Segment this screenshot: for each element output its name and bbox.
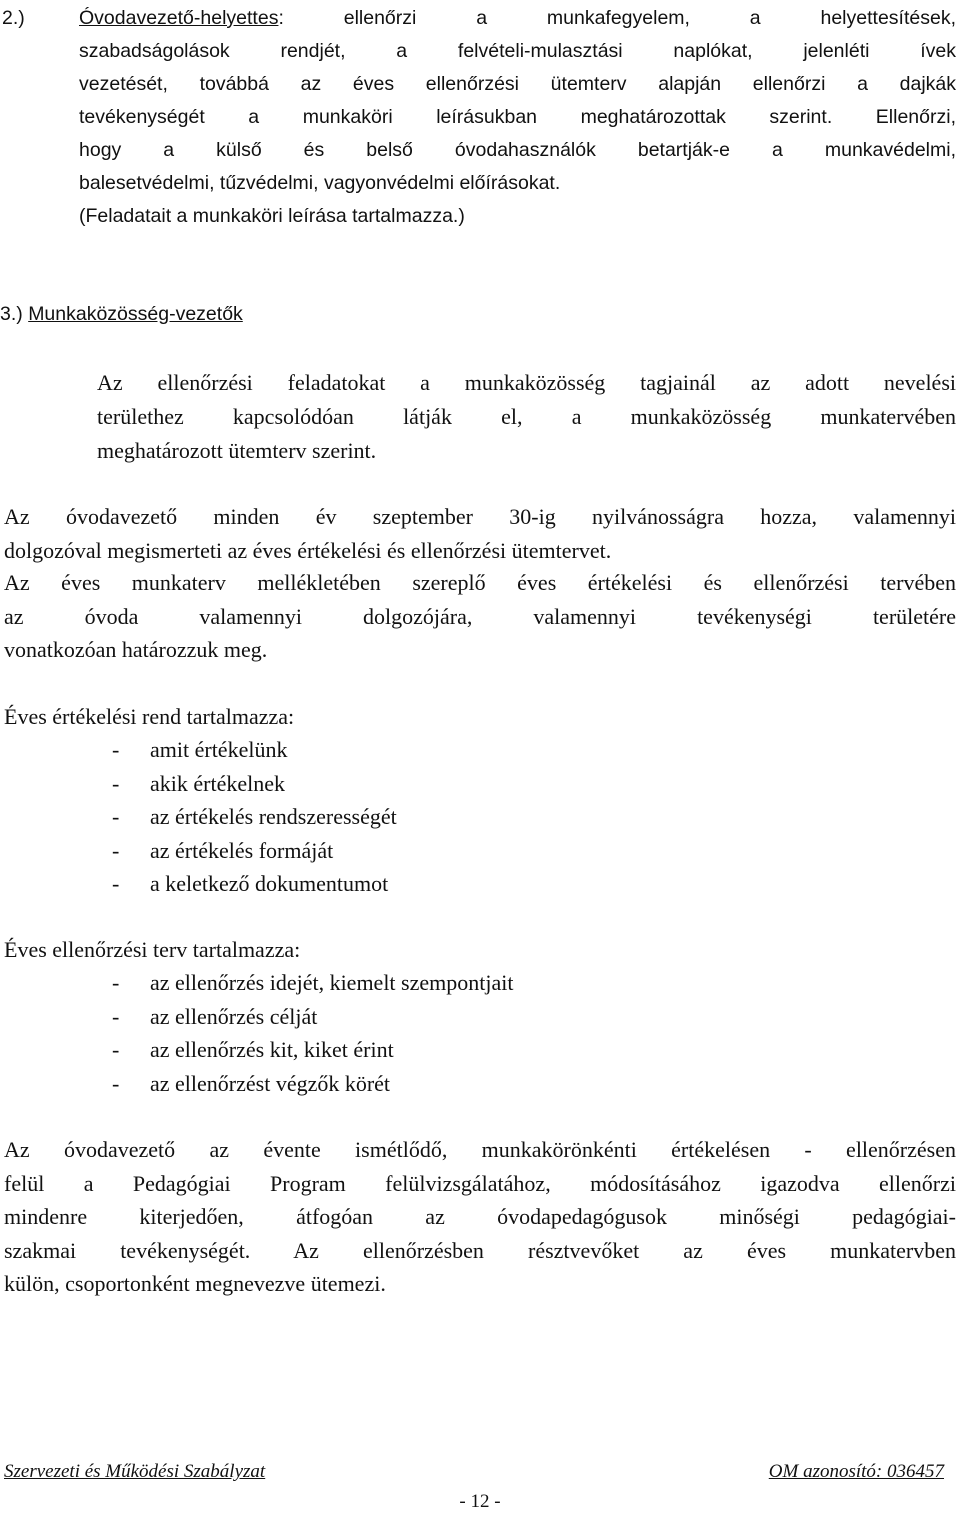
checking-list [112, 966, 513, 1100]
paragraph-line: szakmai tevékenységét. Az ellenőrzésben résztvevőket az éves munkatervben [4, 1237, 956, 1263]
evaluation-list [112, 733, 397, 901]
section-3-heading [0, 298, 243, 331]
section-2-line: tevékenységét a munkaköri leírásukban meghatározottak szerint. Ellenőrzi, [79, 106, 956, 128]
paragraph-2 [4, 566, 956, 667]
section-2-body [79, 2, 956, 233]
section-2-line: (Feladatait a munkaköri leírása tartalmazza.) [79, 205, 465, 227]
footer-om-id: OM azonosító: 036457 [768, 1461, 944, 1482]
paragraph-1 [4, 500, 956, 567]
section-3-number: 3.) [0, 303, 23, 325]
list-item: - az értékelés rendszerességét [112, 804, 397, 829]
list-item: - akik értékelnek [112, 770, 285, 796]
footer-document-title: Szervezeti és Működési Szabályzat [4, 1461, 266, 1482]
paragraph-line: Az óvodavezető minden év szeptember 30-ig nyilvánosságra hozza, valamennyi [4, 504, 956, 529]
section-2-line: Óvodavezető-helyettes: ellenőrzi a munkafegyelem, a helyettesítések, [79, 7, 956, 29]
section-2 [0, 2, 956, 233]
paragraph-line: az óvoda valamennyi dolgozójára, valamennyi tevékenységi területére [4, 603, 956, 629]
paragraph-line: dolgozóval megismerteti az éves értékelési és ellenőrzési ütemtervet. [4, 537, 612, 563]
list-item: - az értékelés formáját [112, 837, 334, 863]
section-2-line: vezetését, továbbá az éves ellenőrzési ütemterv alapján ellenőrzi a dajkák [79, 73, 956, 95]
paragraph-line: külön, csoportonként megnevezve ütemezi. [4, 1271, 386, 1296]
section-3-body [97, 366, 956, 468]
paragraph-line: vonatkozóan határozzuk meg. [4, 637, 268, 662]
section-3-line: meghatározott ütemterv szerint. [97, 438, 377, 463]
list-item: - az ellenőrzést végzők körét [112, 1070, 391, 1096]
section-2-line: szabadságolások rendjét, a felvételi-mulasztási naplókat, jelenléti ívek [79, 40, 956, 62]
paragraph-3 [4, 1133, 956, 1301]
checking-title: Éves ellenőrzési terv tartalmazza: [4, 937, 301, 962]
page-number: - 12 - [459, 1491, 501, 1512]
list-item: - az ellenőrzés idejét, kiemelt szempontjait [112, 970, 514, 995]
section-3-line: Az ellenőrzési feladatokat a munkaközösség tagjainál az adott nevelési [97, 370, 956, 395]
list-item: - a keletkező dokumentumot [112, 871, 389, 896]
paragraph-line: mindenre kiterjedően, átfogóan az óvodapedagógusok minőségi pedagógiai- [4, 1204, 956, 1229]
list-item: - amit értékelünk [112, 737, 288, 762]
section-3-line: területhez kapcsolódóan látják el, a munkaközösség munkatervében [97, 404, 956, 429]
section-2-number: 2.) [2, 7, 25, 29]
paragraph-line: felül a Pedagógiai Program felülvizsgálatához, módosításához igazodva ellenőrzi [4, 1170, 956, 1196]
section-3-title: Munkaközösség-vezetők [28, 303, 243, 325]
paragraph-line: Az éves munkaterv mellékletében szereplő éves értékelési és ellenőrzési tervében [4, 570, 956, 595]
section-2-line: balesetvédelmi, tűzvédelmi, vagyonvédelmi előírásokat. [79, 172, 561, 194]
section-2-title: Óvodavezető-helyettes [79, 7, 279, 29]
evaluation-title: Éves értékelési rend tartalmazza: [4, 704, 295, 729]
paragraph-line: Az óvodavezető az évente ismétlődő, munkakörönkénti értékelésen - ellenőrzésen [4, 1137, 956, 1162]
list-item: - az ellenőrzés célját [112, 1003, 318, 1029]
list-item: - az ellenőrzés kit, kiket érint [112, 1037, 394, 1062]
section-2-line: hogy a külső és belső óvodahasználók betartják-e a munkavédelmi, [79, 139, 956, 161]
